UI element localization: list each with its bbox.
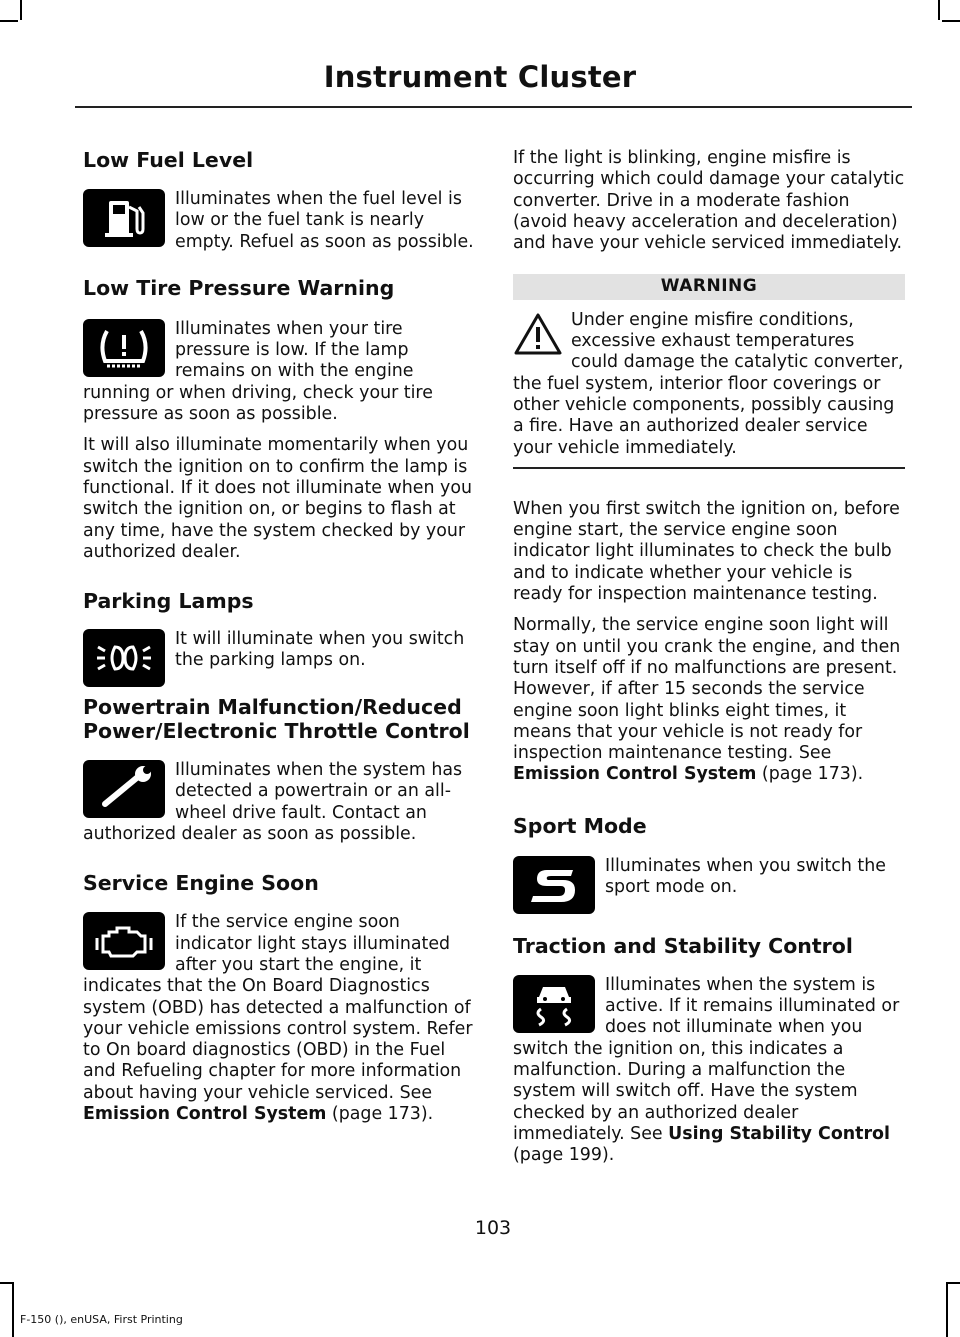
crop-mark — [20, 0, 22, 20]
sport-heading: Sport Mode — [513, 813, 647, 838]
powertrain-heading-line1: Powertrain Malfunction/Reduced — [83, 695, 462, 720]
tire-section — [83, 319, 475, 425]
traction-link[interactable]: Using Stability Control — [668, 1123, 890, 1144]
crop-mark — [948, 1282, 960, 1284]
service-heading: Service Engine Soon — [83, 871, 319, 896]
warning-text: Under engine misfire conditions, excessive exhaust temperatures could damage the catalytic converter, the fuel system, interior floor coverings or other vehicle components, possibly causing a fire. Have an authorized dealer service your vehicle immediately. — [513, 309, 904, 458]
sport-text: Illuminates when you switch the sport mode on. — [605, 855, 886, 898]
page-title: Instrument Cluster — [323, 60, 637, 94]
crop-mark — [946, 1282, 948, 1337]
powertrain-section — [83, 760, 475, 845]
traction-page-ref: (page 199). — [513, 1145, 615, 1166]
tire-text-1: Illuminates when your tire pressure is low. If the lamp remains on with the engine running or when driving, check your tire pressure as soon as possible. — [83, 318, 433, 425]
parking-lamps-icon — [83, 629, 165, 687]
engine-icon — [83, 912, 165, 970]
fuel-pump-icon — [83, 189, 165, 247]
tire-heading: Low Tire Pressure Warning — [83, 275, 395, 300]
traction-section — [513, 975, 905, 1167]
powertrain-heading — [83, 695, 475, 743]
tire-pressure-icon — [83, 319, 165, 377]
crop-mark — [938, 0, 940, 20]
page-number: 103 — [474, 1217, 512, 1239]
low-fuel-text: Illuminates when the fuel level is low or the fuel tank is nearly empty. Refuel as soon as possible. — [175, 189, 474, 252]
blink-text: If the light is blinking, engine misfire is occurring which could damage your catalytic converter. Drive in a moderate fashion (avoid heavy acceleration and deceleration) and have your vehicle serviced immediately. — [513, 148, 905, 254]
traction-heading: Traction and Stability Control — [513, 933, 853, 958]
warning-triangle-icon — [513, 312, 563, 356]
sport-mode-icon — [513, 856, 595, 914]
warning-box — [513, 310, 905, 469]
crop-mark — [942, 20, 960, 22]
crop-mark — [0, 1282, 12, 1284]
normally-text — [513, 615, 905, 785]
tire-text-2: It will also illuminate momentarily when you switch the ignition on to confirm the lamp is functional. If it does not illuminate when you switch the ignition on, or begins to flash at any time, have the system checked by your authorized dealer. — [83, 435, 472, 562]
normally-text-body: Normally, the service engine soon light will stay on until you crank the engine, and then turn itself off if no malfunctions are present. However, if after 15 seconds the service engine soon light blinks eight times, it means that your vehicle is not ready for inspection maintenance testing. See — [513, 615, 901, 764]
crop-mark — [12, 1282, 14, 1337]
normally-link[interactable]: Emission Control System — [513, 764, 757, 785]
crop-mark — [0, 20, 18, 22]
right-column — [513, 140, 905, 1166]
service-page-ref: (page 173). — [326, 1104, 434, 1125]
low-fuel-section — [83, 189, 475, 253]
traction-text-body: Illuminates when the system is active. If it remains illuminated or does not illuminate when you switch the ignition on, this indicates a malfunction. During a malfunction the system will switch off. Have the system checked by an authorized dealer immediately. See — [513, 974, 900, 1144]
warning-bar: WARNING — [513, 274, 905, 299]
parking-section — [83, 629, 475, 691]
footer-text: F-150 (), enUSA, First Printing — [20, 1313, 183, 1326]
powertrain-text: Illuminates when the system has detected a powertrain or an all-wheel drive fault. Contact an authorized dealer as soon as possible. — [83, 760, 463, 845]
ignition-text: When you first switch the ignition on, before engine start, the service engine soon indicator light illuminates to check the bulb and to indicate whether your vehicle is ready for inspection maintenance testing. — [513, 498, 900, 605]
service-link[interactable]: Emission Control System — [83, 1104, 327, 1125]
service-section — [83, 912, 475, 1125]
left-column — [83, 140, 475, 1125]
normally-page-ref: (page 173). — [756, 764, 864, 785]
header-divider — [75, 106, 912, 108]
powertrain-heading-line2: Power/Electronic Throttle Control — [83, 719, 470, 744]
parking-heading: Parking Lamps — [83, 589, 254, 614]
sport-section — [513, 856, 905, 918]
low-fuel-heading: Low Fuel Level — [83, 148, 254, 172]
service-text-body: If the service engine soon indicator light stays illuminated after you start the engine, it indicates that the On Board Diagnostics system (OBD) has detected a malfunction of your vehicle emissions control system. Refer to On board diagnostics (OBD) in the Fuel and Refueling chapter for more information about having your vehicle serviced. See — [83, 912, 473, 1103]
traction-control-icon — [513, 975, 595, 1033]
wrench-icon — [83, 760, 165, 818]
parking-text: It will illuminate when you switch the parking lamps on. — [175, 629, 465, 671]
